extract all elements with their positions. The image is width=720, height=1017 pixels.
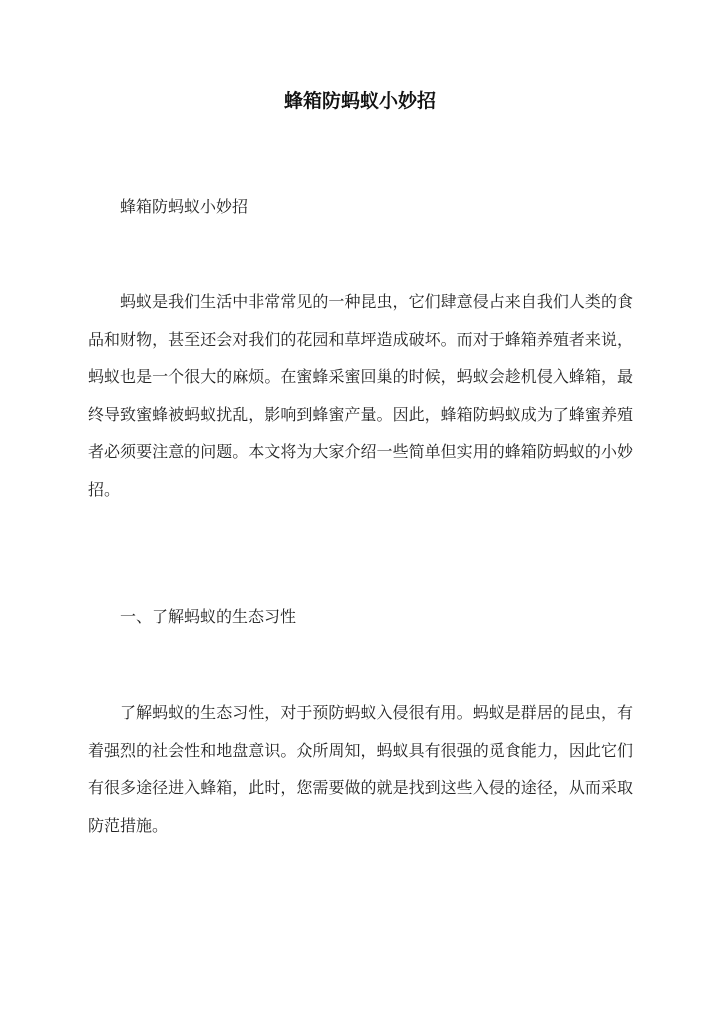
document-subtitle: 蜂箱防蚂蚁小妙招 <box>120 197 249 216</box>
document-title: 蜂箱防蚂蚁小妙招 <box>283 90 436 112</box>
section-heading: 一、了解蚂蚁的生态习性 <box>120 607 297 626</box>
section-paragraph: 了解蚂蚁的生态习性，对于预防蚂蚁入侵很有用。蚂蚁是群居的昆虫，有着强烈的社会性和地盘意识。众所周知，蚂蚁具有很强的觅食能力，因此它们有很多途径进入蜂箱，此时，您需要做的就是找到这些入侵的途径，从而采取防范措施。 <box>88 703 633 835</box>
intro-paragraph: 蚂蚁是我们生活中非常常见的一种昆虫，它们肆意侵占来自我们人类的食品和财物，甚至还会对我们的花园和草坪造成破坏。而对于蜂箱养殖者来说，蚂蚁也是一个很大的麻烦。在蜜蜂采蜜回巢的时候，蚂蚁会趁机侵入蜂箱，最终导致蜜蜂被蚂蚁扰乱，影响到蜂蜜产量。因此，蜂箱防蚂蚁成为了蜂蜜养殖者必须要注意的问题。本文将为大家介绍一些简单但实用的蜂箱防蚂蚁的小妙招。 <box>88 292 633 499</box>
